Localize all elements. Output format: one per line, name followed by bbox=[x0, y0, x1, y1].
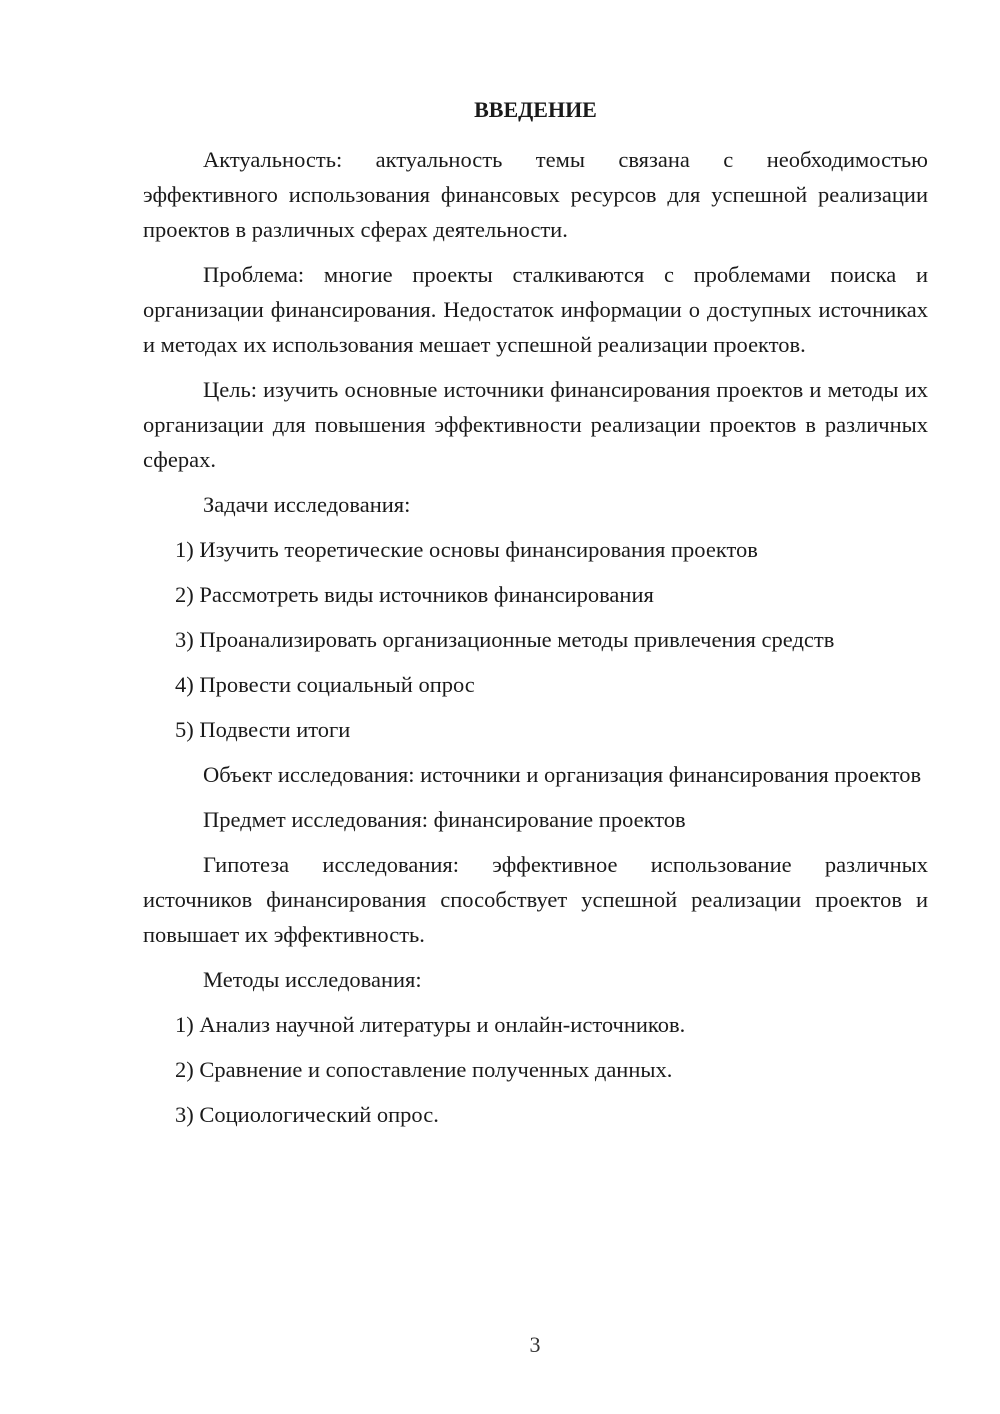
list-item: 4) Провести социальный опрос bbox=[175, 672, 475, 697]
object-paragraph: Объект исследования: источники и организация финансирования проектов bbox=[203, 762, 922, 787]
list-item: 3) Социологический опрос. bbox=[175, 1102, 439, 1127]
tasks-list bbox=[143, 532, 928, 747]
list-item: 3) Проанализировать организационные методы привлечения средств bbox=[175, 627, 835, 652]
hypothesis-paragraph: Гипотеза исследования: эффективное использование различных источников финансирования способствует успешной реализации проектов и повышает их эффективность. bbox=[143, 852, 928, 947]
methods-title: Методы исследования: bbox=[203, 967, 422, 992]
section-heading: ВВЕДЕНИЕ bbox=[474, 97, 597, 122]
list-item: 5) Подвести итоги bbox=[175, 717, 351, 742]
methods-list bbox=[143, 1007, 928, 1132]
tasks-title: Задачи исследования: bbox=[203, 492, 411, 517]
list-item: 1) Анализ научной литературы и онлайн-источников. bbox=[175, 1012, 686, 1037]
relevance-paragraph: Актуальность: актуальность темы связана с необходимостью эффективного использования финансовых ресурсов для успешной реализации проектов в различных сферах деятельности. bbox=[143, 147, 928, 242]
goal-paragraph: Цель: изучить основные источники финансирования проектов и методы их организации для повышения эффективности реализации проектов в различных сферах. bbox=[143, 377, 928, 472]
problem-paragraph: Проблема: многие проекты сталкиваются с проблемами поиска и организации финансирования. Недостаток информации о доступных источниках и методах их использования мешает успешной реализации проектов. bbox=[143, 262, 928, 357]
subject-paragraph: Предмет исследования: финансирование проектов bbox=[203, 807, 686, 832]
page-number: 3 bbox=[529, 1332, 541, 1357]
list-item: 2) Сравнение и сопоставление полученных данных. bbox=[175, 1057, 673, 1082]
document-page bbox=[143, 92, 928, 1142]
list-item: 1) Изучить теоретические основы финансирования проектов bbox=[175, 537, 758, 562]
list-item: 2) Рассмотреть виды источников финансирования bbox=[175, 582, 654, 607]
